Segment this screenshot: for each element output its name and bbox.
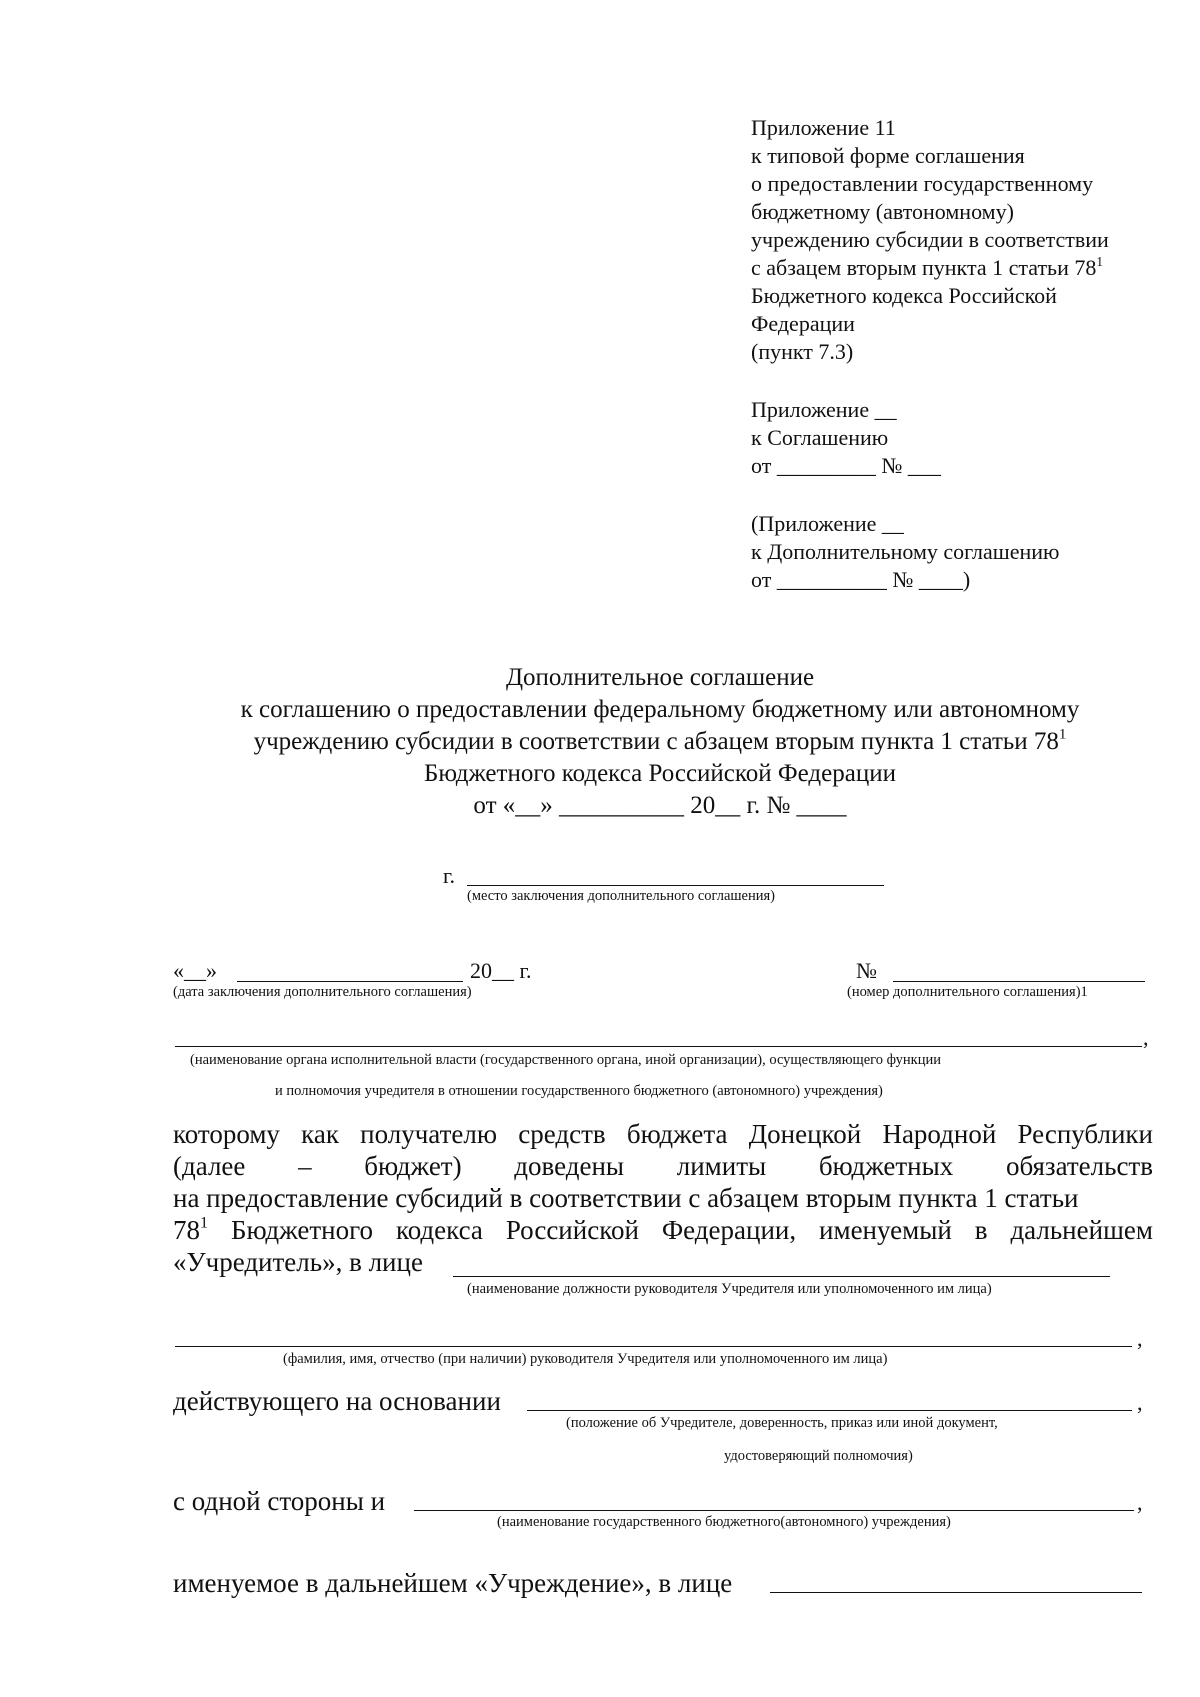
party-comma: , bbox=[1137, 1490, 1143, 1515]
agreement-ref-to: к Соглашению bbox=[751, 425, 889, 450]
appendix-line: с абзацем вторым пункта 1 статьи $78^1$ bbox=[751, 253, 1103, 280]
footnote-sup: 1 bbox=[200, 1213, 209, 1232]
date-year: 20__ г. bbox=[470, 958, 532, 983]
word: получателю bbox=[360, 1119, 498, 1149]
number-field-line[interactable] bbox=[893, 981, 1145, 982]
appendix-line: (пункт 7.3) bbox=[751, 339, 854, 364]
date-month-field-line[interactable] bbox=[237, 981, 463, 982]
paragraph-line-3: на предоставление субсидий в соответствии с абзацем вторым пункта 1 статьи bbox=[173, 1183, 1079, 1213]
word: Народной bbox=[882, 1119, 997, 1149]
fio-field-line[interactable] bbox=[175, 1346, 1132, 1347]
founder-position-field-line[interactable] bbox=[453, 1276, 1110, 1277]
main-paragraph bbox=[173, 1118, 1153, 1278]
founder-org-field-line[interactable] bbox=[175, 1046, 1142, 1047]
appendix-line: бюджетному (автономному) bbox=[751, 199, 1014, 224]
place-caption: (место заключения дополнительного соглашения) bbox=[467, 888, 776, 904]
party-caption: (наименование государственного бюджетного(автономного) учреждения) bbox=[497, 1514, 951, 1530]
title-line: от «__» __________ 20__ г. № ____ bbox=[473, 792, 847, 819]
word: доведены bbox=[514, 1151, 625, 1181]
word: (далее bbox=[173, 1151, 246, 1181]
footnote-sup: 1 bbox=[1096, 253, 1103, 269]
word: которому bbox=[173, 1119, 280, 1149]
word: как bbox=[301, 1119, 339, 1149]
document-title bbox=[140, 662, 1180, 822]
appendix-line: Приложение 11 bbox=[751, 115, 896, 140]
word: дальнейшем bbox=[1010, 1215, 1153, 1245]
title-line: Дополнительное соглашение bbox=[505, 664, 815, 691]
word: – bbox=[298, 1151, 312, 1181]
date-caption: (дата заключения дополнительного соглашения) bbox=[173, 984, 472, 1000]
word: бюджет) bbox=[364, 1151, 462, 1181]
word: Республики bbox=[1017, 1119, 1153, 1149]
appendix-header bbox=[751, 114, 1191, 366]
appendix-line: Бюджетного кодекса Российской bbox=[751, 283, 1057, 308]
additional-agreement-reference bbox=[751, 510, 1191, 594]
place-field-line[interactable] bbox=[467, 885, 884, 886]
appendix-line: о предоставлении государственному bbox=[751, 171, 1094, 196]
word: кодекса bbox=[395, 1215, 483, 1245]
footnote-sup: 1 bbox=[1058, 726, 1067, 743]
word: лимиты bbox=[676, 1151, 767, 1181]
word: $78^1$ bbox=[173, 1213, 209, 1245]
word: средств bbox=[518, 1119, 606, 1149]
institution-label: именуемое в дальнейшем «Учреждение», в лице bbox=[173, 1568, 733, 1598]
paragraph-line-4 bbox=[173, 1214, 1153, 1246]
word: бюджета bbox=[626, 1119, 728, 1149]
agreement-ref-title: Приложение __ bbox=[751, 397, 897, 422]
basis-caption-line2: удостоверяющий полномочия) bbox=[724, 1448, 913, 1464]
appendix-line: к типовой форме соглашения bbox=[751, 143, 1025, 168]
institution-representative-field-line[interactable] bbox=[770, 1592, 1142, 1593]
title-line: учреждению субсидии в соответствии с абзацем вторым пункта 1 статьи $78^1$ bbox=[253, 726, 1067, 755]
party-label: с одной стороны и bbox=[173, 1486, 386, 1516]
founder-org-comma: , bbox=[1143, 1025, 1149, 1050]
additional-ref-from: от __________ № ____) bbox=[751, 567, 971, 592]
appendix-line: учреждению субсидии в соответствии bbox=[751, 227, 1109, 252]
paragraph-line-1 bbox=[173, 1118, 1153, 1150]
date-open: «__» bbox=[173, 958, 217, 983]
title-line: Бюджетного кодекса Российской Федерации bbox=[424, 760, 896, 787]
agreement-ref-from: от _________ № ___ bbox=[751, 453, 941, 478]
additional-ref-to: к Дополнительному соглашению bbox=[751, 539, 1060, 564]
word: Бюджетного bbox=[231, 1215, 374, 1245]
number-prefix: № bbox=[856, 958, 877, 983]
word: обязательств bbox=[1005, 1151, 1153, 1181]
word: в bbox=[974, 1215, 988, 1245]
title-line: к соглашению о предоставлении федеральному бюджетному или автономному bbox=[240, 696, 1080, 723]
basis-label: действующего на основании bbox=[173, 1386, 501, 1416]
paragraph-line-5: «Учредитель», в лице bbox=[173, 1247, 423, 1277]
founder-org-caption-line2: и полномочия учредителя в отношении государственного бюджетного (автономного) учреждения) bbox=[275, 1083, 883, 1099]
founder-position-caption: (наименование должности руководителя Учредителя или уполномоченного им лица) bbox=[467, 1281, 992, 1297]
appendix-line: Федерации bbox=[751, 311, 855, 336]
additional-ref-title: (Приложение __ bbox=[751, 511, 904, 536]
party-field-line[interactable] bbox=[414, 1510, 1134, 1511]
number-caption: (номер дополнительного соглашения)1 bbox=[847, 984, 1088, 1000]
basis-field-line[interactable] bbox=[527, 1410, 1132, 1411]
fio-caption: (фамилия, имя, отчество (при наличии) руководителя Учредителя или уполномоченного им лица) bbox=[283, 1351, 888, 1367]
word: Российской bbox=[505, 1215, 639, 1245]
place-prefix: г. bbox=[443, 863, 456, 888]
basis-caption-line1: (положение об Учредителе, доверенность, приказ или иной документ, bbox=[566, 1415, 998, 1431]
basis-comma: , bbox=[1137, 1390, 1143, 1415]
fio-comma: , bbox=[1137, 1326, 1143, 1351]
agreement-reference bbox=[751, 396, 1191, 480]
paragraph-line-2 bbox=[173, 1150, 1153, 1182]
word: Донецкой bbox=[748, 1119, 862, 1149]
founder-org-caption-line1: (наименование органа исполнительной власти (государственного органа, иной организации), осуществляющего функции bbox=[190, 1052, 941, 1068]
word: бюджетных bbox=[818, 1151, 954, 1181]
word: именуемый bbox=[819, 1215, 952, 1245]
word: Федерации, bbox=[661, 1215, 797, 1245]
